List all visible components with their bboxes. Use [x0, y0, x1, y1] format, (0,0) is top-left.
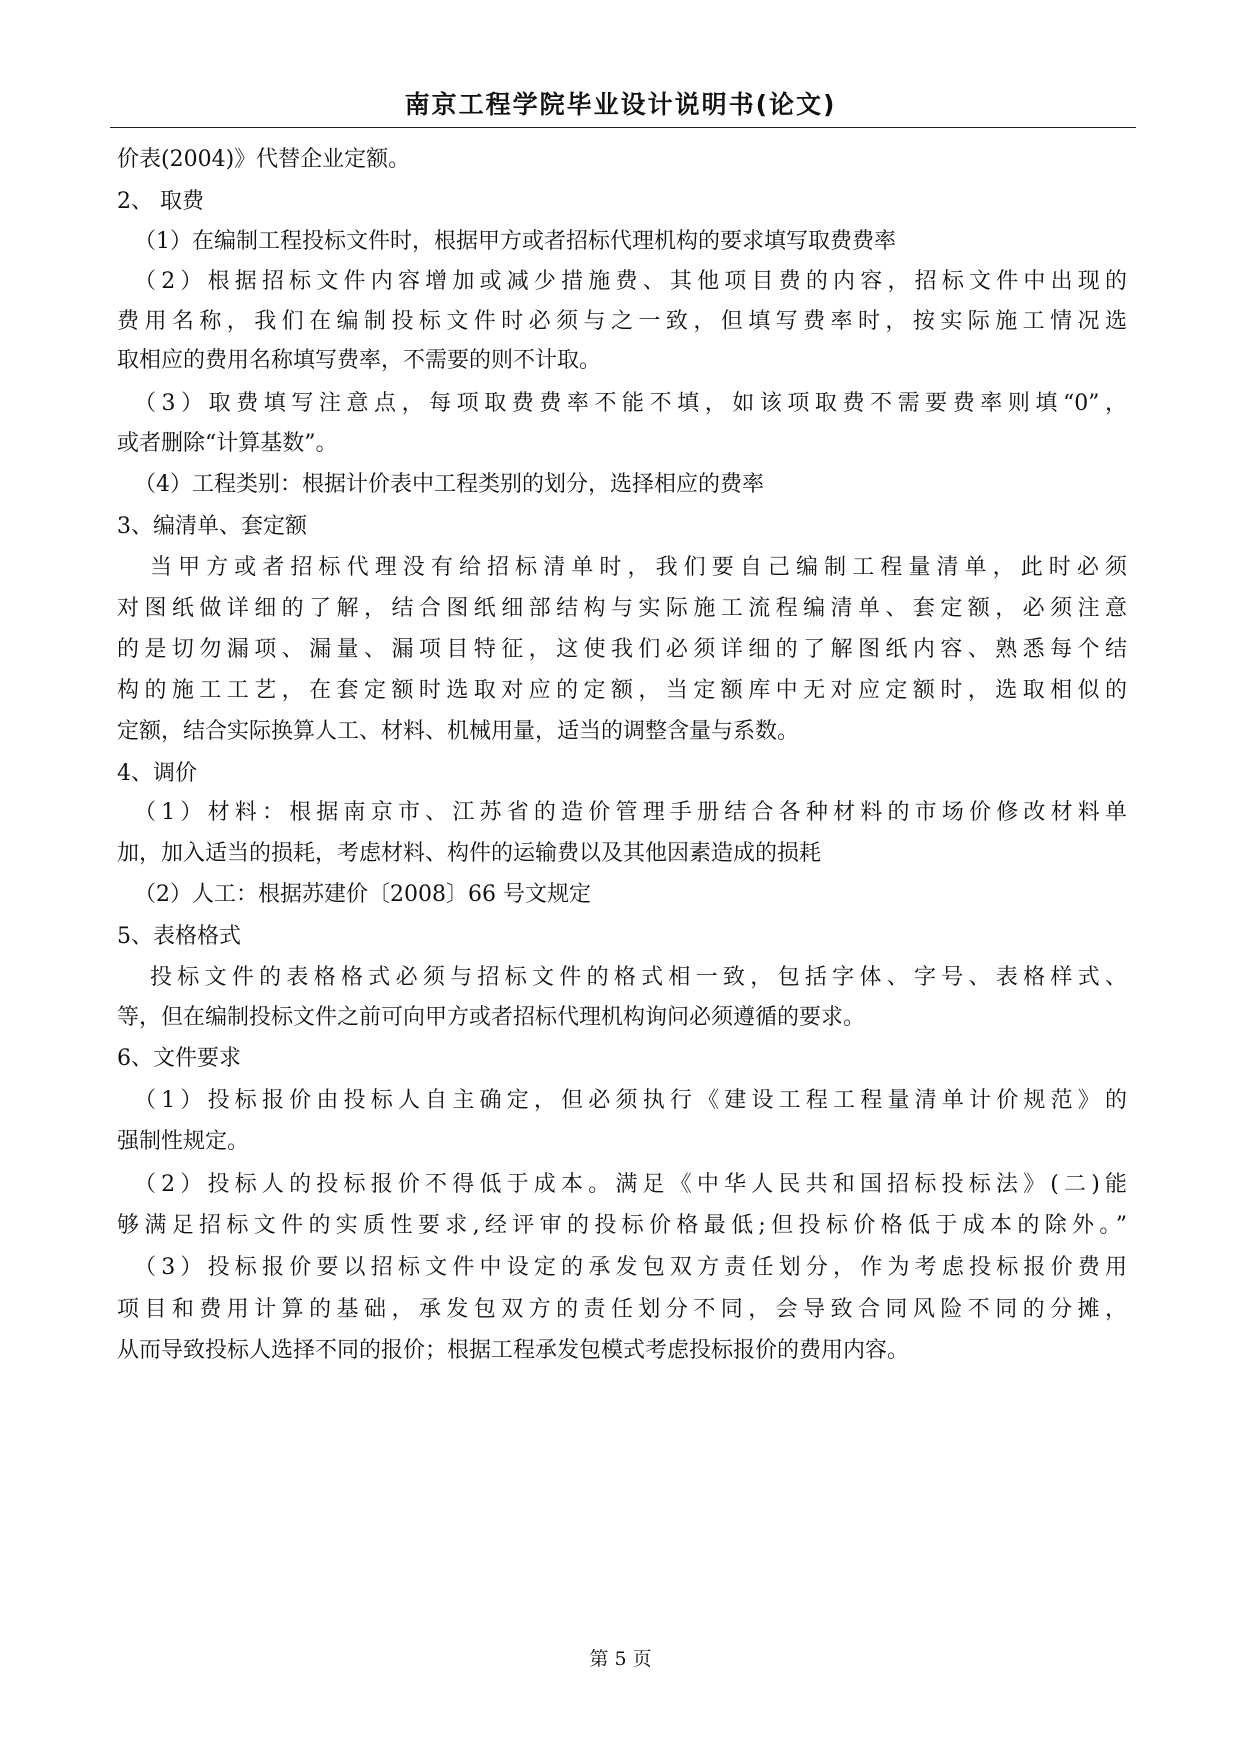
- section-heading: 3、编清单、套定额: [117, 514, 307, 539]
- body-line: 价表(2004)》代替企业定额。: [117, 147, 411, 172]
- body-line: 当甲方或者招标代理没有给招标清单时，我们要自己编制工程量清单，此时必须: [150, 555, 1127, 580]
- body-line: 定额，结合实际换算人工、材料、机械用量，适当的调整含量与系数。: [117, 719, 800, 744]
- body-line: （1）投标报价由投标人自主确定，但必须执行《建设工程工程量清单计价规范》的: [134, 1088, 1127, 1113]
- page-number: 第 5 页: [589, 1648, 652, 1670]
- header-title: 南京工程学院毕业设计说明书(论文): [404, 90, 837, 119]
- header-divider: [110, 127, 1136, 128]
- section-heading: 2、 取费: [117, 189, 204, 214]
- body-line: （2）人工：根据苏建价〔2008〕66 号文规定: [134, 882, 591, 907]
- section-heading: 6、文件要求: [117, 1046, 241, 1071]
- body-line: 等，但在编制投标文件之前可向甲方或者招标代理机构询问必须遵循的要求。: [117, 1005, 866, 1030]
- body-line: 或者删除“计算基数”。: [117, 431, 338, 456]
- body-line: （4）工程类别：根据计价表中工程类别的划分，选择相应的费率: [134, 472, 764, 497]
- body-line: 加，加入适当的损耗，考虑材料、构件的运输费以及其他因素造成的损耗: [117, 841, 822, 866]
- body-line: 够满足招标文件的实质性要求,经评审的投标价格最低;但投标价格低于成本的除外。”: [117, 1213, 1127, 1238]
- body-line: （1）在编制工程投标文件时，根据甲方或者招标代理机构的要求填写取费费率: [134, 229, 896, 254]
- body-line: 强制性规定。: [117, 1129, 250, 1154]
- body-line: 费用名称，我们在编制投标文件时必须与之一致，但填写费率时，按实际施工情况选: [117, 309, 1127, 334]
- body-line: （3）取费填写注意点，每项取费费率不能不填，如该项取费不需要费率则填“0”，: [134, 391, 1127, 416]
- body-line: 对图纸做详细的了解，结合图纸细部结构与实际施工流程编清单、套定额，必须注意: [117, 596, 1127, 621]
- body-line: 项目和费用计算的基础，承发包双方的责任划分不同，会导致合同风险不同的分摊，: [117, 1297, 1127, 1322]
- section-heading: 4、调价: [117, 761, 197, 786]
- body-line: （2）投标人的投标报价不得低于成本。满足《中华人民共和国招标投标法》(二)能: [134, 1172, 1127, 1197]
- body-line: 的是切勿漏项、漏量、漏项目特征，这使我们必须详细的了解图纸内容、熟悉每个结: [117, 637, 1127, 662]
- body-line: （2）根据招标文件内容增加或减少措施费、其他项目费的内容，招标文件中出现的: [134, 269, 1127, 294]
- body-line: 取相应的费用名称填写费率，不需要的则不计取。: [117, 348, 602, 373]
- section-heading: 5、表格格式: [117, 924, 241, 949]
- body-line: （1）材料：根据南京市、江苏省的造价管理手册结合各种材料的市场价修改材料单: [134, 800, 1127, 825]
- body-line: 投标文件的表格格式必须与招标文件的格式相一致，包括字体、字号、表格样式、: [150, 965, 1127, 990]
- body-line: 构的施工工艺，在套定额时选取对应的定额，当定额库中无对应定额时，选取相似的: [117, 678, 1127, 703]
- body-line: 从而导致投标人选择不同的报价；根据工程承发包模式考虑投标报价的费用内容。: [117, 1338, 910, 1363]
- body-line: （3）投标报价要以招标文件中设定的承发包双方责任划分，作为考虑投标报价费用: [134, 1255, 1127, 1280]
